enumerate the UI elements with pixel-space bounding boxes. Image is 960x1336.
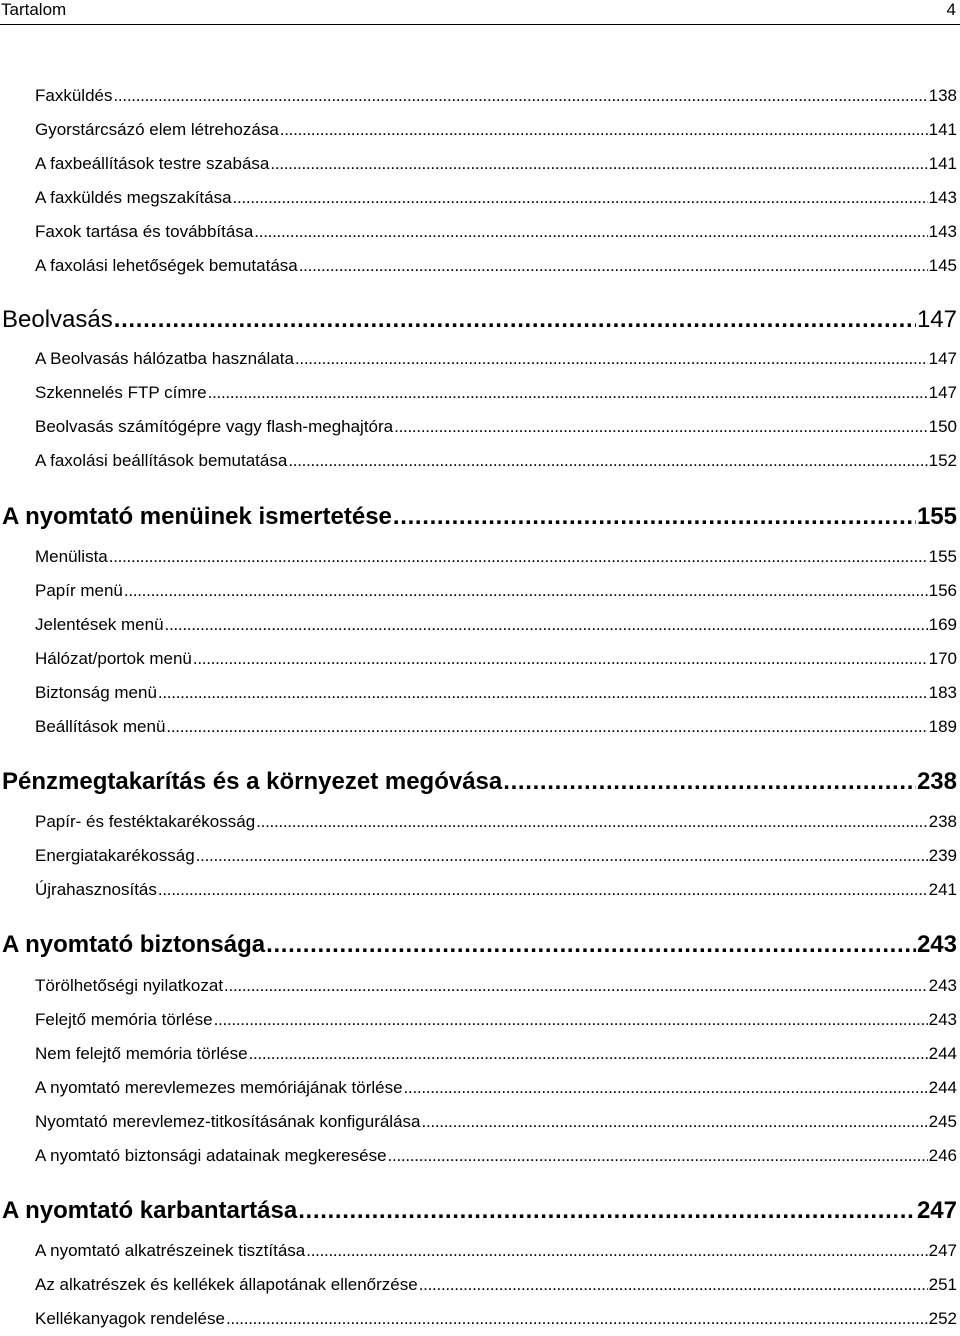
toc-entry-title: Újrahasznosítás: [35, 880, 157, 899]
toc-entry-title: Nem felejtő memória törlése: [35, 1044, 248, 1063]
toc-leader-dots: [266, 931, 916, 959]
toc-entry-page: 141: [928, 120, 957, 139]
toc-leader-dots: [114, 306, 916, 334]
toc-entry[interactable]: [35, 256, 957, 280]
toc-leader-dots: [306, 1241, 927, 1261]
toc-entry[interactable]: [35, 615, 957, 639]
toc-chapter-entry[interactable]: [2, 931, 957, 963]
toc-chapter-title: A nyomtató biztonsága: [2, 931, 266, 958]
toc-entry[interactable]: [35, 880, 957, 904]
toc-leader-dots: [124, 581, 928, 601]
toc-entry-title: Nyomtató merevlemez-titkosításának konfigurálása: [35, 1112, 421, 1131]
toc-entry[interactable]: [35, 383, 957, 407]
toc-entry[interactable]: [35, 1309, 957, 1333]
toc-entry-title: A nyomtató alkatrészeinek tisztítása: [35, 1241, 306, 1260]
toc-entry-page: 241: [928, 880, 957, 899]
toc-leader-dots: [270, 154, 927, 174]
toc-entry[interactable]: [35, 649, 957, 673]
toc-entry-page: 170: [928, 649, 957, 668]
toc-leader-dots: [295, 349, 928, 369]
toc-entry[interactable]: [35, 812, 957, 836]
toc-leader-dots: [233, 188, 928, 208]
toc-entry-page: 239: [928, 846, 957, 865]
toc-entry-title: Felejtő memória törlése: [35, 1010, 213, 1029]
toc-entry-title: Beolvasás számítógépre vagy flash-meghajtóra: [35, 417, 394, 436]
toc-entry-page: 243: [928, 976, 957, 995]
toc-leader-dots: [298, 1197, 916, 1225]
toc-leader-dots: [193, 649, 928, 669]
toc-entry[interactable]: [35, 1241, 957, 1265]
toc-entry[interactable]: [35, 120, 957, 144]
toc-leader-dots: [280, 120, 928, 140]
toc-entry-title: Faxok tartása és továbbítása: [35, 222, 254, 241]
toc-entry-page: 147: [928, 349, 957, 368]
toc-leader-dots: [109, 547, 928, 567]
toc-entry[interactable]: [35, 976, 957, 1000]
toc-entry[interactable]: [35, 581, 957, 605]
toc-leader-dots: [422, 1112, 928, 1132]
toc-entry[interactable]: [35, 1112, 957, 1136]
toc-entry[interactable]: [35, 86, 957, 110]
toc-entry[interactable]: [35, 547, 957, 571]
toc-leader-dots: [166, 717, 927, 737]
toc-entry[interactable]: [35, 683, 957, 707]
toc-entry-title: Papír- és festéktakarékosság: [35, 812, 256, 831]
toc-leader-dots: [256, 812, 927, 832]
toc-entry-page: 251: [928, 1275, 957, 1294]
toc-entry[interactable]: [35, 451, 957, 475]
toc-leader-dots: [158, 880, 928, 900]
toc-entry-title: A faxküldés megszakítása: [35, 188, 232, 207]
toc-leader-dots: [208, 383, 928, 403]
toc-entry-title: Szkennelés FTP címre: [35, 383, 207, 402]
toc-chapter-title: A nyomtató menüinek ismertetése: [2, 503, 392, 530]
toc-entry-page: 247: [928, 1241, 957, 1260]
toc-entry-title: A Beolvasás hálózatba használata: [35, 349, 294, 368]
toc-entry[interactable]: [35, 1146, 957, 1170]
toc-entry-title: A nyomtató biztonsági adatainak megkeresése: [35, 1146, 387, 1165]
toc-entry-page: 152: [928, 451, 957, 470]
toc-chapter-page: 247: [916, 1197, 957, 1224]
toc-entry-page: 183: [928, 683, 957, 702]
toc-entry-title: A faxolási lehetőségek bemutatása: [35, 256, 298, 275]
toc-leader-dots: [214, 1010, 928, 1030]
toc-entry-page: 150: [928, 417, 957, 436]
toc-leader-dots: [404, 1078, 928, 1098]
toc-entry[interactable]: [35, 349, 957, 373]
header-title: Tartalom: [1, 0, 67, 19]
toc-chapter-page: 238: [916, 768, 957, 795]
toc-leader-dots: [288, 451, 927, 471]
toc-entry-page: 147: [928, 383, 957, 402]
toc-entry[interactable]: [35, 846, 957, 870]
toc-leader-dots: [158, 683, 928, 703]
toc-chapter-entry[interactable]: [2, 768, 957, 800]
toc-entry[interactable]: [35, 717, 957, 741]
toc-chapter-page: 243: [916, 931, 957, 958]
toc-leader-dots: [388, 1146, 928, 1166]
toc-leader-dots: [393, 503, 916, 531]
toc-entry-page: 238: [928, 812, 957, 831]
toc-entry-title: Kellékanyagok rendelése: [35, 1309, 225, 1328]
toc-entry-title: Gyorstárcsázó elem létrehozása: [35, 120, 279, 139]
toc-entry-page: 155: [928, 547, 957, 566]
toc-entry-page: 244: [928, 1044, 957, 1063]
toc-entry-title: Törölhetőségi nyilatkozat: [35, 976, 224, 995]
toc-chapter-title: Beolvasás: [2, 306, 113, 333]
toc-leader-dots: [113, 86, 927, 106]
toc-leader-dots: [249, 1044, 928, 1064]
toc-entry-page: 138: [928, 86, 957, 105]
toc-leader-dots: [299, 256, 928, 276]
toc-entry-title: Az alkatrészek és kellékek állapotának ellenőrzése: [35, 1275, 418, 1294]
toc-entry-page: 244: [928, 1078, 957, 1097]
toc-chapter-entry[interactable]: [2, 503, 957, 535]
toc-entry-page: 243: [928, 1010, 957, 1029]
toc-entry-title: Jelentések menü: [35, 615, 164, 634]
toc-entry[interactable]: [35, 1078, 957, 1102]
toc-leader-dots: [224, 976, 928, 996]
toc-leader-dots: [165, 615, 928, 635]
toc-entry-page: 143: [928, 188, 957, 207]
toc-entry-page: 246: [928, 1146, 957, 1165]
toc-entry-page: 141: [928, 154, 957, 173]
toc-entry-page: 145: [928, 256, 957, 275]
toc-entry-page: 252: [928, 1309, 957, 1328]
toc-leader-dots: [196, 846, 928, 866]
toc-leader-dots: [419, 1275, 928, 1295]
toc-leader-dots: [503, 768, 916, 796]
toc-entry-title: Energiatakarékosság: [35, 846, 195, 865]
header-page-number: 4: [946, 0, 956, 19]
toc-entry-title: Beállítások menü: [35, 717, 166, 736]
toc-entry-title: A faxolási beállítások bemutatása: [35, 451, 288, 470]
toc-entry-page: 156: [928, 581, 957, 600]
toc-leader-dots: [226, 1309, 928, 1329]
toc-entry[interactable]: [35, 188, 957, 212]
toc-entry-page: 245: [928, 1112, 957, 1131]
toc-entry-page: 169: [928, 615, 957, 634]
toc-entry-page: 143: [928, 222, 957, 241]
toc-leader-dots: [254, 222, 927, 242]
toc-entry-title: Faxküldés: [35, 86, 113, 105]
toc-entry[interactable]: [35, 417, 957, 441]
toc-entry-page: 189: [928, 717, 957, 736]
toc-entry-title: Biztonság menü: [35, 683, 157, 702]
toc-entry[interactable]: [35, 1275, 957, 1299]
toc-entry[interactable]: [35, 1010, 957, 1034]
toc-entry[interactable]: [35, 222, 957, 246]
toc-chapter-page: 147: [916, 306, 957, 333]
toc-entry-title: Menülista: [35, 547, 108, 566]
toc-chapter-title: A nyomtató karbantartása: [2, 1197, 298, 1224]
toc-leader-dots: [394, 417, 927, 437]
toc-entry[interactable]: [35, 1044, 957, 1068]
toc-entry[interactable]: [35, 154, 957, 178]
toc-entry-title: Hálózat/portok menü: [35, 649, 192, 668]
toc-chapter-page: 155: [916, 503, 957, 530]
toc-chapter-entry[interactable]: [2, 1197, 957, 1229]
toc-entry-title: A faxbeállítások testre szabása: [35, 154, 270, 173]
toc-entry-title: Papír menü: [35, 581, 123, 600]
toc-entry-title: A nyomtató merevlemezes memóriájának törlése: [35, 1078, 403, 1097]
toc-chapter-entry[interactable]: [2, 306, 957, 338]
toc-chapter-title: Pénzmegtakarítás és a környezet megóvása: [2, 768, 503, 795]
